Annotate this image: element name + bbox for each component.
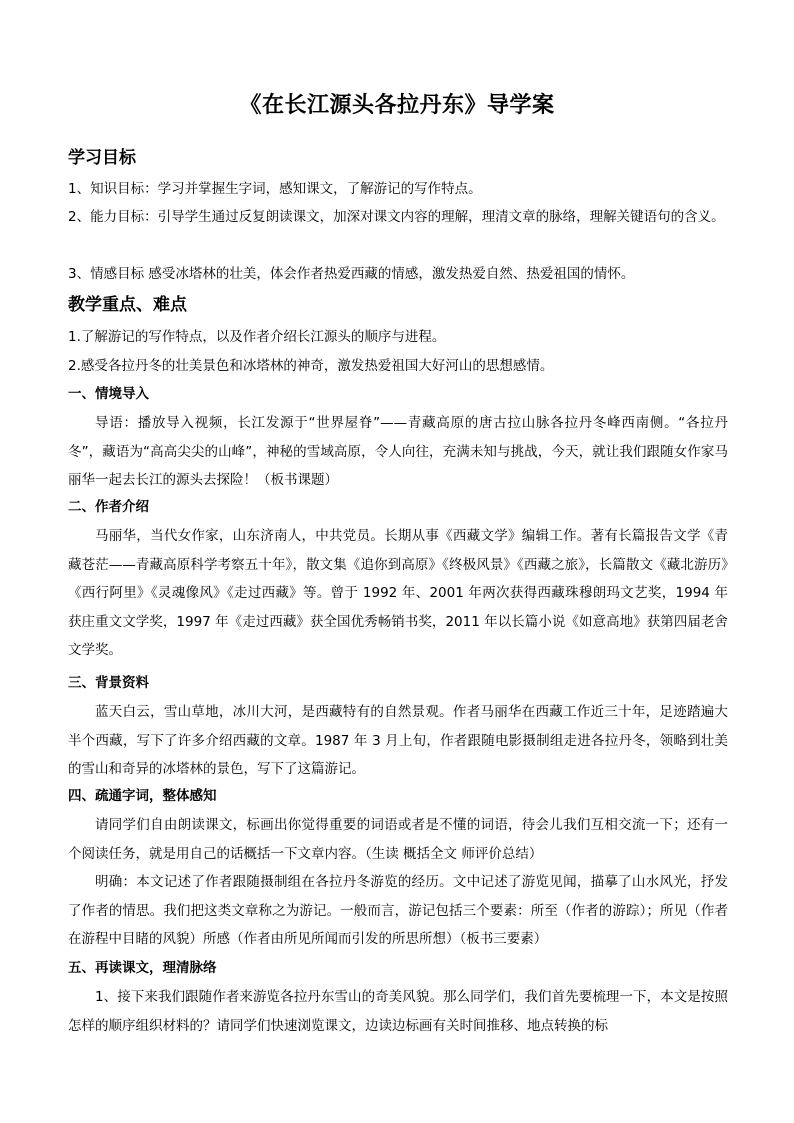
part2-text: 马丽华，当代女作家，山东济南人，中共党员。长期从事《西藏文学》编辑工作。著有长篇报告文学《青藏苍茫——青藏高原科学考察五十年》，散文集《追你到高原》《终极风景》《西藏之旅》，长篇散文《藏北游历》《西行阿里》《灵魂像风》《走过西藏》等。曾于 1992 年、2001 年两次获得西藏珠穆朗玛文艺奖，1994 年获庄重文文学奖，1997 年《走过西藏》获全国优秀畅销书奖，2011 年以长篇小说《如意高地》获第四届老舍文学奖。 — [68, 528, 728, 658]
heading-part2: 二、作者介绍 — [68, 499, 149, 515]
key-point-2: 2.感受各拉丹冬的壮美景色和冰塔林的神奇，激发热爱祖国大好河山的思想感情。 — [68, 358, 554, 374]
goal-ability: 2、能力目标：引导学生通过反复朗读课文，加深对课文内容的理解，理清文章的脉络，理解关键语句的含义。 — [68, 209, 725, 225]
goal-emotion: 3、情感目标 感受冰塔林的壮美，体会作者热爱西藏的情感，激发热爱自然、热爱祖国的情怀。 — [68, 266, 635, 282]
key-point-1: 1.了解游记的写作特点，以及作者介绍长江源头的顺序与进程。 — [68, 329, 446, 345]
part4-text-2: 明确：本文记述了作者跟随摄制组在各拉丹冬游览的经历。文中记述了游览见闻，描摹了山水风光，抒发了作者的情思。我们把这类文章称之为游记。一般而言，游记包括三个要素：所至（作者的游踪）；所见（作者在游程中目睹的风貌）所感（作者由所见所闻而引发的所思所想）（板书三要素） — [68, 874, 728, 947]
heading-part3: 三、背景资料 — [68, 675, 149, 691]
goal-knowledge: 1、知识目标：学习并掌握生字词，感知课文，了解游记的写作特点。 — [68, 181, 482, 197]
page-title: 《在长江源头各拉丹东》导学案 — [239, 93, 555, 118]
part4-text-1: 请同学们自由朗读课文，标画出你觉得重要的词语或者是不懂的词语，待会儿我们互相交流一下；还有一个阅读任务，就是用自己的话概括一下文章内容。（生读 概括全文 师评价总结） — [68, 817, 728, 862]
part3-text: 蓝天白云，雪山草地，冰川大河，是西藏特有的自然景观。作者马丽华在西藏工作近三十年，足迹踏遍大半个西藏，写下了许多介绍西藏的文章。1987 年 3 月上旬，作者跟随电影摄制组走进各拉丹冬，领略到壮美的雪山和奇异的冰塔林的景色，写下了这篇游记。 — [68, 704, 728, 777]
heading-part5: 五、再读课文，理清脉络 — [68, 960, 217, 976]
heading-part1: 一、情境导入 — [68, 386, 149, 402]
heading-learning-goals: 学习目标 — [68, 148, 136, 168]
heading-part4: 四、疏通字词，整体感知 — [68, 788, 217, 804]
part5-text: 1、接下来我们跟随作者来游览各拉丹东雪山的奇美风貌。那么同学们，我们首先要梳理一下，本文是按照怎样的顺序组织材料的？请同学们快速浏览课文，边读边标画有关时间推移、地点转换的标 — [68, 989, 728, 1034]
heading-key-points: 教学重点、难点 — [68, 295, 187, 315]
part1-text: 导语：播放导入视频，长江发源于“世界屋脊”——青藏高原的唐古拉山脉各拉丹冬峰西南侧。“各拉丹冬”，藏语为“高高尖尖的山峰”，神秘的雪域高原，令人向往，充满未知与挑战，今天，就让我们跟随女作家马丽华一起去长江的源头去探险！（板书课题） — [68, 415, 728, 488]
